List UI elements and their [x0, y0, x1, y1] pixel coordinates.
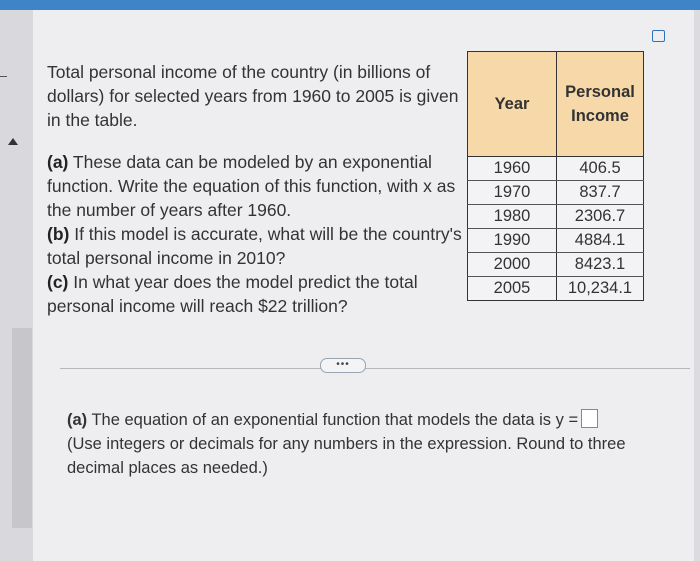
header-income-line2: Income — [571, 107, 629, 125]
scrollbar-thumb[interactable] — [12, 328, 32, 528]
expand-button[interactable]: ••• — [320, 358, 366, 373]
triangle-up-icon[interactable] — [8, 138, 18, 145]
answer-section — [67, 408, 657, 480]
top-bar — [0, 0, 700, 10]
answer-instructions: (Use integers or decimals for any numbers in the expression. Round to three decimal places as needed.) — [67, 435, 626, 477]
cell-year: 1960 — [468, 157, 557, 181]
header-year: Year — [468, 52, 557, 157]
cell-year: 2005 — [468, 277, 557, 301]
header-personal-income — [557, 52, 644, 157]
table-row — [468, 205, 644, 229]
cell-year: 1970 — [468, 181, 557, 205]
cell-year: 1990 — [468, 229, 557, 253]
part-b-label: (b) — [47, 224, 70, 244]
right-edge-strip — [694, 10, 700, 561]
cell-income: 8423.1 — [557, 253, 644, 277]
cell-income: 406.5 — [557, 157, 644, 181]
table-row — [468, 229, 644, 253]
cell-income: 2306.7 — [557, 205, 644, 229]
answer-prompt: The equation of an exponential function that models the data is y = — [87, 411, 579, 429]
part-c-label: (c) — [47, 272, 69, 292]
part-c-text: In what year does the model predict the total personal income will reach $22 trillion? — [47, 272, 418, 316]
cell-income: 10,234.1 — [557, 277, 644, 301]
cell-income: 4884.1 — [557, 229, 644, 253]
table-row — [468, 181, 644, 205]
income-table — [467, 51, 644, 301]
table-body — [468, 157, 644, 301]
cell-income: 837.7 — [557, 181, 644, 205]
part-a-text: These data can be modeled by an exponential function. Write the equation of this function, with x as the number of years after 1960. — [47, 152, 456, 220]
part-a-label: (a) — [47, 152, 69, 172]
dash-mark — [0, 76, 7, 77]
cell-year: 1980 — [468, 205, 557, 229]
table-row — [468, 277, 644, 301]
part-b-text: If this model is accurate, what will be the country's total personal income in 2010? — [47, 224, 462, 268]
answer-input[interactable] — [581, 409, 598, 428]
table-row — [468, 253, 644, 277]
question-intro: Total personal income of the country (in billions of dollars) for selected years from 1960 to 2005 is given in the table. — [47, 62, 459, 130]
section-divider — [60, 368, 690, 369]
header-income-line1: Personal — [565, 83, 635, 101]
copy-icon[interactable] — [652, 30, 665, 42]
left-side-panel — [0, 10, 33, 561]
cell-year: 2000 — [468, 253, 557, 277]
table-row — [468, 157, 644, 181]
answer-part-label: (a) — [67, 411, 88, 429]
question-parts — [47, 150, 467, 318]
